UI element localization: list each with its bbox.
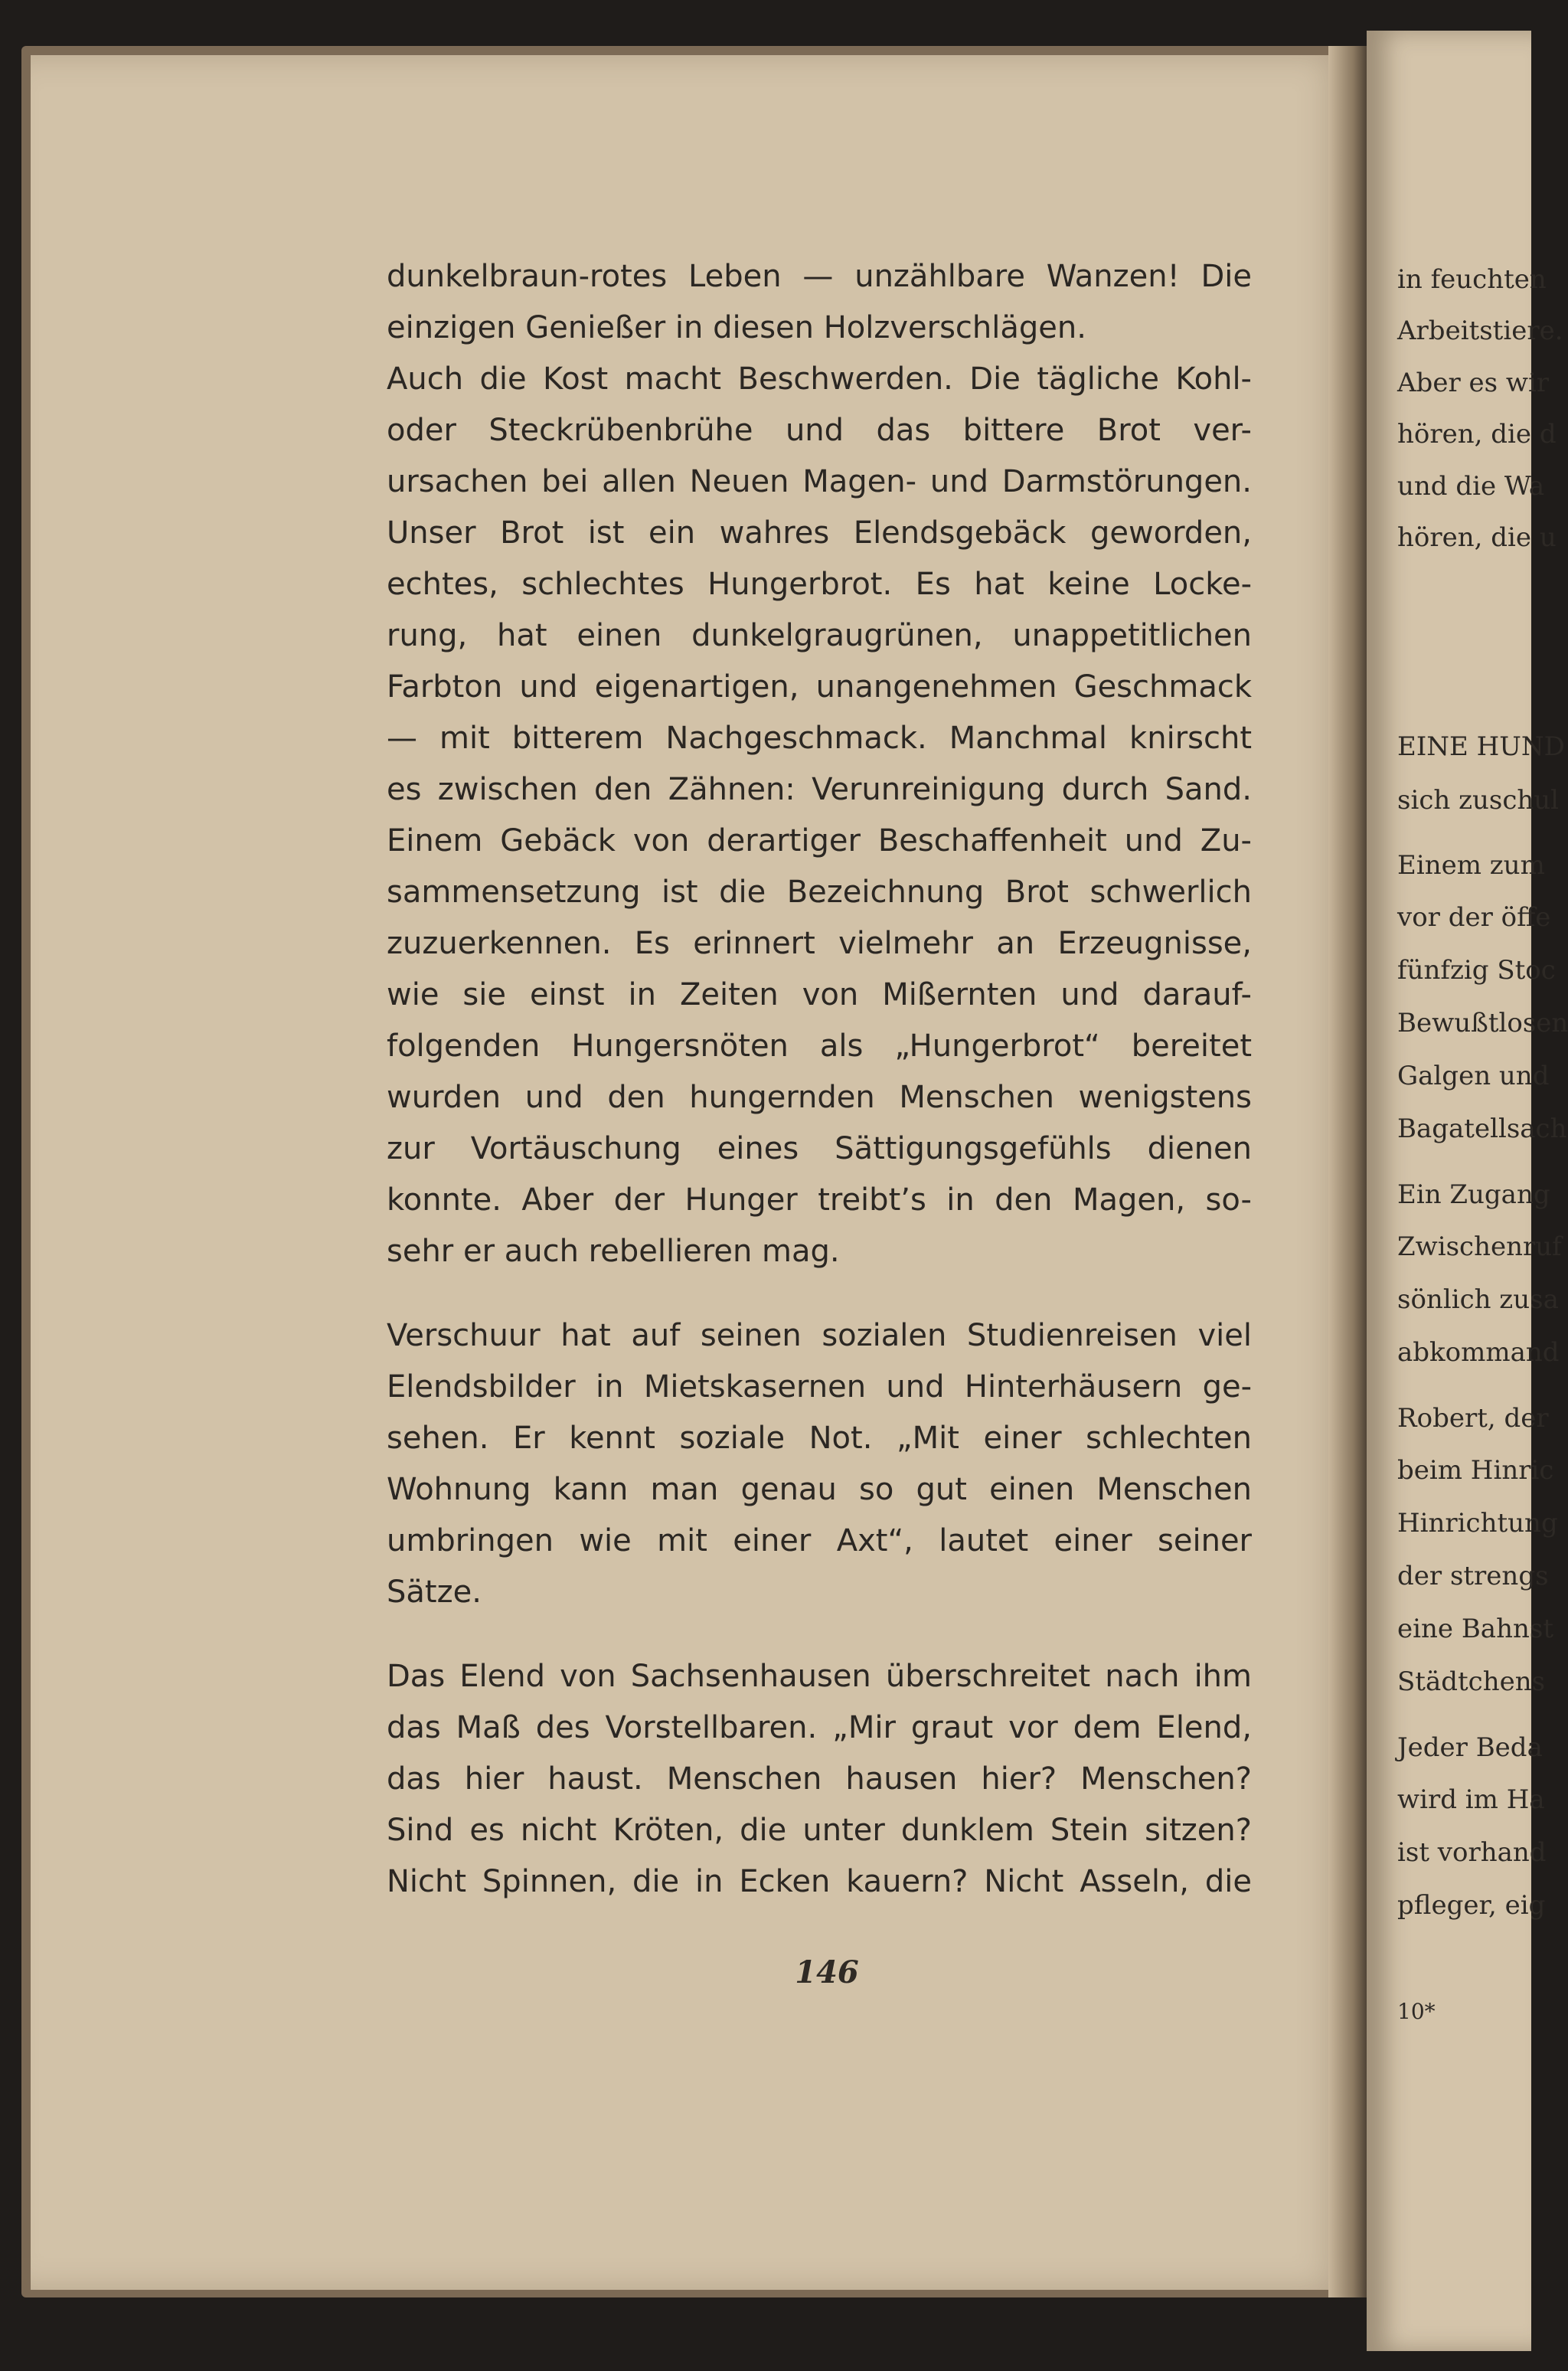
right-page-partial xyxy=(1367,31,1568,2351)
right-page-line: Hinrichtung xyxy=(1397,1508,1558,1539)
right-page-line: der strengs xyxy=(1397,1561,1549,1591)
text-line: sammensetzung ist die Bezeichnung Brot schwerlich xyxy=(387,875,1252,910)
text-line: oder Steckrübenbrühe und das bittere Brot ver- xyxy=(387,413,1252,448)
text-line: Das Elend von Sachsenhausen überschreitet nach ihm xyxy=(387,1659,1252,1694)
right-page-line: Jeder Beda xyxy=(1397,1732,1543,1763)
paragraph-1 xyxy=(387,251,1252,1277)
text-line: es zwischen den Zähnen: Verunreinigung durch Sand. xyxy=(387,772,1252,807)
right-page-line: Ein Zugang xyxy=(1397,1179,1550,1210)
text-line: ursachen bei allen Neuen Magen- und Darmstörungen. xyxy=(387,464,1252,499)
right-page-line: vor der öffe xyxy=(1397,902,1551,933)
text-line: sehr er auch rebellieren mag. xyxy=(387,1234,840,1269)
right-page-line: wird im Ha xyxy=(1397,1784,1545,1815)
text-line: folgenden Hungersnöten als „Hungerbrot“ bereitet xyxy=(387,1029,1252,1064)
right-page-line: EINE HUND xyxy=(1397,731,1565,762)
page-number: 146 xyxy=(795,1954,859,1990)
text-line: Auch die Kost macht Beschwerden. Die tägliche Kohl- xyxy=(387,361,1252,397)
text-line: das hier haust. Menschen hausen hier? Menschen? xyxy=(387,1761,1252,1797)
right-page-line: ist vorhand xyxy=(1397,1837,1547,1868)
right-page-line: sich zuschul xyxy=(1397,785,1560,816)
right-page-line: Bagatellsach xyxy=(1397,1114,1567,1144)
right-page-line: und die Wa xyxy=(1397,471,1545,502)
right-page-line: Einem zum xyxy=(1397,850,1545,881)
right-page-line: hören, die u xyxy=(1397,522,1557,553)
text-line: zur Vortäuschung eines Sättigungsgefühls dienen xyxy=(387,1131,1252,1166)
right-page-line: Zwischenruf xyxy=(1397,1231,1562,1262)
paragraph-gap xyxy=(387,1618,1252,1651)
text-line: Verschuur hat auf seinen sozialen Studienreisen viel xyxy=(387,1318,1252,1353)
right-page-line: in feuchten xyxy=(1397,264,1547,295)
paragraph-3 xyxy=(387,1651,1252,1908)
left-page-body-text xyxy=(387,251,1252,1908)
right-page-line: Galgen und xyxy=(1397,1061,1550,1091)
right-page-line: hören, die d xyxy=(1397,419,1557,450)
text-line: Unser Brot ist ein wahres Elendsgebäck geworden, xyxy=(387,515,1252,551)
paragraph-2 xyxy=(387,1310,1252,1618)
right-page-line: Aber es wir xyxy=(1397,368,1550,398)
right-page-line: Städtchens xyxy=(1397,1666,1546,1697)
text-line: Einem Gebäck von derartiger Beschaffenheit und Zu- xyxy=(387,823,1252,858)
text-line: sehen. Er kennt soziale Not. „Mit einer schlechten xyxy=(387,1421,1252,1456)
text-line: zuzuerkennen. Es erinnert vielmehr an Erzeugnisse, xyxy=(387,926,1252,961)
right-page-line: Bewußtlosen xyxy=(1397,1008,1568,1038)
paragraph-gap xyxy=(387,1277,1252,1310)
right-page-line: sönlich zusa xyxy=(1397,1284,1559,1315)
text-line: wie sie einst in Zeiten von Mißernten und darauf- xyxy=(387,977,1252,1012)
text-line: Sind es nicht Kröten, die unter dunklem Stein sitzen? xyxy=(387,1813,1252,1848)
text-line: Wohnung kann man genau so gut einen Menschen xyxy=(387,1472,1252,1507)
right-page-line: fünfzig Stoc xyxy=(1397,955,1556,986)
text-line: einzigen Genießer in diesen Holzverschlägen. xyxy=(387,310,1086,345)
text-line: das Maß des Vorstellbaren. „Mir graut vor dem Elend, xyxy=(387,1710,1252,1745)
text-line: wurden und den hungernden Menschen wenigstens xyxy=(387,1080,1252,1115)
text-line: rung, hat einen dunkelgraugrünen, unappetitlichen xyxy=(387,618,1252,653)
text-line: — mit bitterem Nachgeschmack. Manchmal knirscht xyxy=(387,721,1252,756)
right-page-line: eine Bahnst xyxy=(1397,1614,1553,1644)
right-page-line: abkommand xyxy=(1397,1337,1560,1368)
text-line: Elendsbilder in Mietskasernen und Hinterhäusern ge- xyxy=(387,1369,1252,1405)
right-page-footer-mark: 10* xyxy=(1397,1999,1436,2024)
book-gutter xyxy=(1328,46,1370,2297)
right-page-line: Robert, der xyxy=(1397,1403,1549,1434)
right-page-line: Arbeitstiere. xyxy=(1397,316,1563,346)
text-line: echtes, schlechtes Hungerbrot. Es hat keine Locke- xyxy=(387,567,1252,602)
right-page-line: pfleger, eig xyxy=(1397,1890,1546,1921)
text-line: Sätze. xyxy=(387,1575,482,1610)
text-line: Nicht Spinnen, die in Ecken kauern? Nicht Asseln, die xyxy=(387,1864,1252,1899)
text-line: Farbton und eigenartigen, unangenehmen Geschmack xyxy=(387,669,1252,705)
text-line: konnte. Aber der Hunger treibt’s in den Magen, so- xyxy=(387,1182,1252,1218)
text-line: umbringen wie mit einer Axt“, lautet einer seiner xyxy=(387,1523,1252,1558)
right-page-line: beim Hinric xyxy=(1397,1455,1554,1486)
text-line: dunkelbraun-rotes Leben — unzählbare Wanzen! Die xyxy=(387,259,1252,294)
